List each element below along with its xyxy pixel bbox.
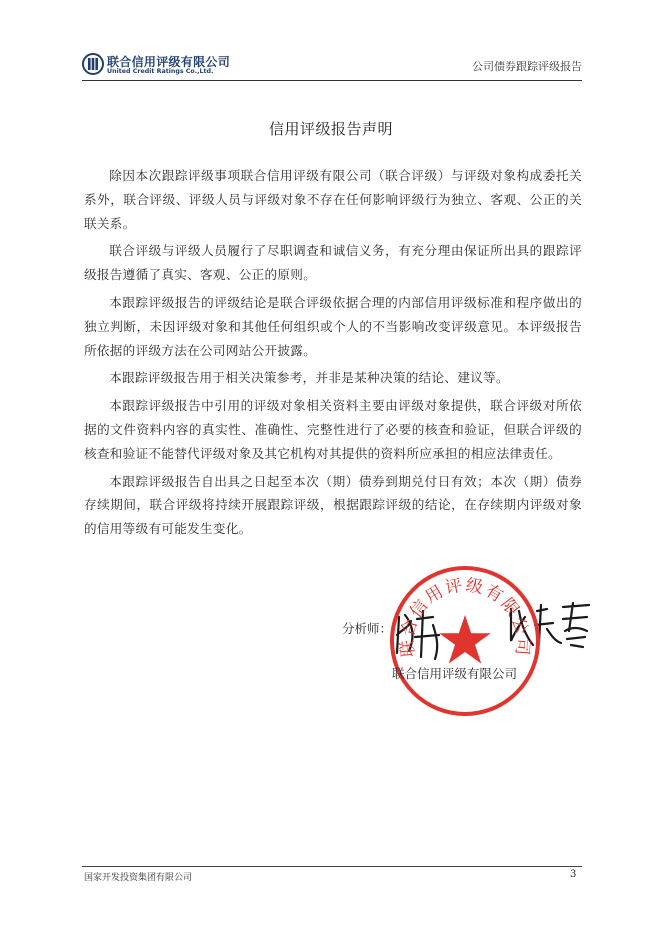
paragraph: 本跟踪评级报告用于相关决策参考，并非是某种决策的结论、建议等。 xyxy=(109,370,509,386)
company-logo xyxy=(82,52,282,78)
page-number: 3 xyxy=(570,869,577,880)
ucr-logo-icon xyxy=(82,53,104,75)
header-divider xyxy=(82,80,582,81)
paragraph: 除因本次跟踪评级事项联合信用评级有限公司（联合评级）与评级对象构成委托关系外，联合评级、评级人员与评级对象不存在任何影响评级行为独立、客观、公正的关联关系。 xyxy=(84,168,582,231)
logo-company-en: United Credit Ratings Co.,Ltd. xyxy=(107,68,214,75)
seal-text: 联合信用评级有限公司 xyxy=(397,575,533,658)
company-sign: 联合信用评级有限公司 xyxy=(392,666,518,681)
issuer-name: 国家开发投资集团有限公司 xyxy=(84,873,193,883)
company-seal xyxy=(387,563,543,719)
report-type: 公司债券跟踪评级报告 xyxy=(472,60,582,73)
paragraph: 联合评级与评级人员履行了尽职调查和诚信义务，有充分理由保证所出具的跟踪评级报告遵循了真实、客观、公正的原则。 xyxy=(84,243,582,283)
paragraph: 本跟踪评级报告自出具之日起至本次（期）债券到期兑付日有效；本次（期）债券存续期间，联合评级将持续开展跟踪评级，根据跟踪评级的结论，在存续期内评级对象的信用等级有可能发生变化。 xyxy=(84,473,582,537)
page-header xyxy=(82,50,582,80)
statement-body xyxy=(84,164,582,545)
paragraph: 本跟踪评级报告的评级结论是联合评级依据合理的内部信用评级标准和程序做出的独立判断，未因评级对象和其他任何组织或个人的不当影响改变评级意见。本评级报告所依据的评级方法在公司网站公开披露。 xyxy=(84,294,582,358)
analyst-label: 分析师： xyxy=(342,621,393,636)
page-title: 信用评级报告声明 xyxy=(268,120,393,138)
logo-company-cn: 联合信用评级有限公司 xyxy=(107,55,231,69)
paragraph: 本跟踪评级报告中引用的评级对象相关资料主要由评级对象提供，联合评级对所依据的文件资料内容的真实性、准确性、完整性进行了必要的核查和验证，但联合评级的核查和验证不能替代评级对象及其它机构对其提供的资料所应承担的相应法律责任。 xyxy=(84,398,582,461)
footer-divider xyxy=(82,866,582,867)
seal-star-icon xyxy=(439,615,490,664)
